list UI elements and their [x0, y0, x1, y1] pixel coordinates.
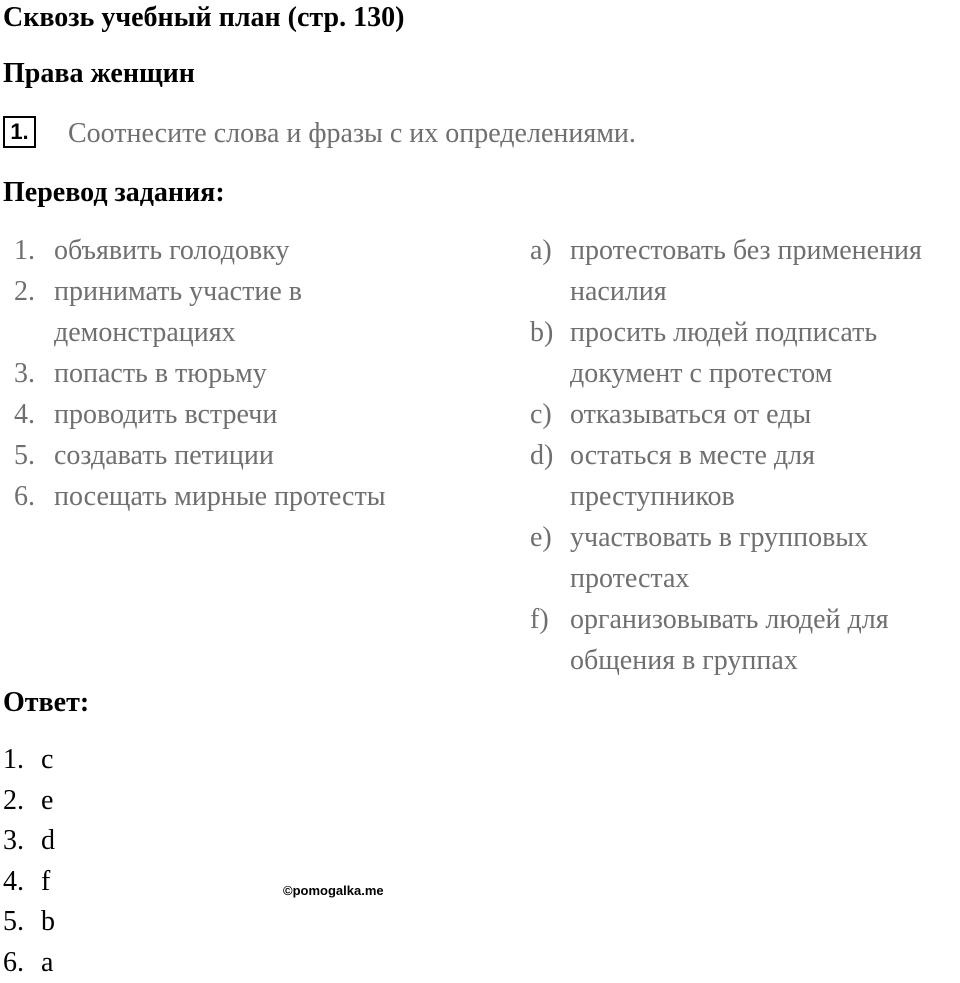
answer-num-2: 2. — [3, 785, 24, 816]
right-text-f2: общения в группах — [570, 645, 798, 676]
section-title: Права женщин — [3, 58, 195, 89]
answer-num-4: 4. — [3, 866, 24, 897]
answer-val-6: a — [41, 947, 54, 978]
right-text-b2: документ с протестом — [570, 358, 833, 389]
right-text-d1: остаться в месте для — [570, 440, 815, 471]
left-text-6: посещать мирные протесты — [54, 481, 386, 512]
right-text-e1: участвовать в групповых — [570, 522, 869, 553]
right-text-a1: протестовать без применения — [570, 235, 922, 266]
right-num-b: b) — [530, 317, 554, 348]
right-num-c: c) — [530, 399, 552, 430]
left-text-1: объявить голодовку — [54, 235, 290, 266]
answer-num-6: 6. — [3, 947, 24, 978]
left-text-2a: принимать участие в — [54, 276, 302, 307]
answer-val-4: f — [41, 866, 51, 897]
right-text-f1: организовывать людей для — [570, 604, 889, 635]
watermark: ©pomogalka.me — [283, 883, 384, 898]
left-text-3: попасть в тюрьму — [54, 358, 267, 389]
left-num-2: 2. — [14, 276, 35, 307]
left-num-5: 5. — [14, 440, 35, 471]
right-num-d: d) — [530, 440, 554, 471]
right-text-d2: преступников — [570, 481, 735, 512]
answer-val-5: b — [41, 906, 55, 937]
left-num-3: 3. — [14, 358, 35, 389]
left-num-6: 6. — [14, 481, 35, 512]
task-number-box: 1. — [3, 116, 36, 148]
left-num-1: 1. — [14, 235, 35, 266]
right-num-e: e) — [530, 522, 552, 553]
answer-num-5: 5. — [3, 906, 24, 937]
right-text-b1: просить людей подписать — [570, 317, 878, 348]
left-text-2b: демонстрациях — [54, 317, 236, 348]
left-num-4: 4. — [14, 399, 35, 430]
answer-val-3: d — [41, 825, 55, 856]
translation-heading: Перевод задания: — [3, 177, 225, 208]
page-title: Сквозь учебный план (стр. 130) — [3, 2, 405, 33]
right-num-f: f) — [530, 604, 549, 635]
left-text-5: создавать петиции — [54, 440, 274, 471]
right-text-a2: насилия — [570, 276, 667, 307]
right-num-a: a) — [530, 235, 552, 266]
answer-val-2: e — [41, 785, 54, 816]
right-text-c1: отказываться от еды — [570, 399, 812, 430]
left-text-4: проводить встречи — [54, 399, 278, 430]
answer-val-1: c — [41, 744, 54, 775]
answer-num-3: 3. — [3, 825, 24, 856]
answer-num-1: 1. — [3, 744, 24, 775]
answer-heading: Ответ: — [3, 687, 90, 718]
task-instruction: Соотнесите слова и фразы с их определениями. — [68, 118, 636, 149]
right-text-e2: протестах — [570, 563, 690, 594]
